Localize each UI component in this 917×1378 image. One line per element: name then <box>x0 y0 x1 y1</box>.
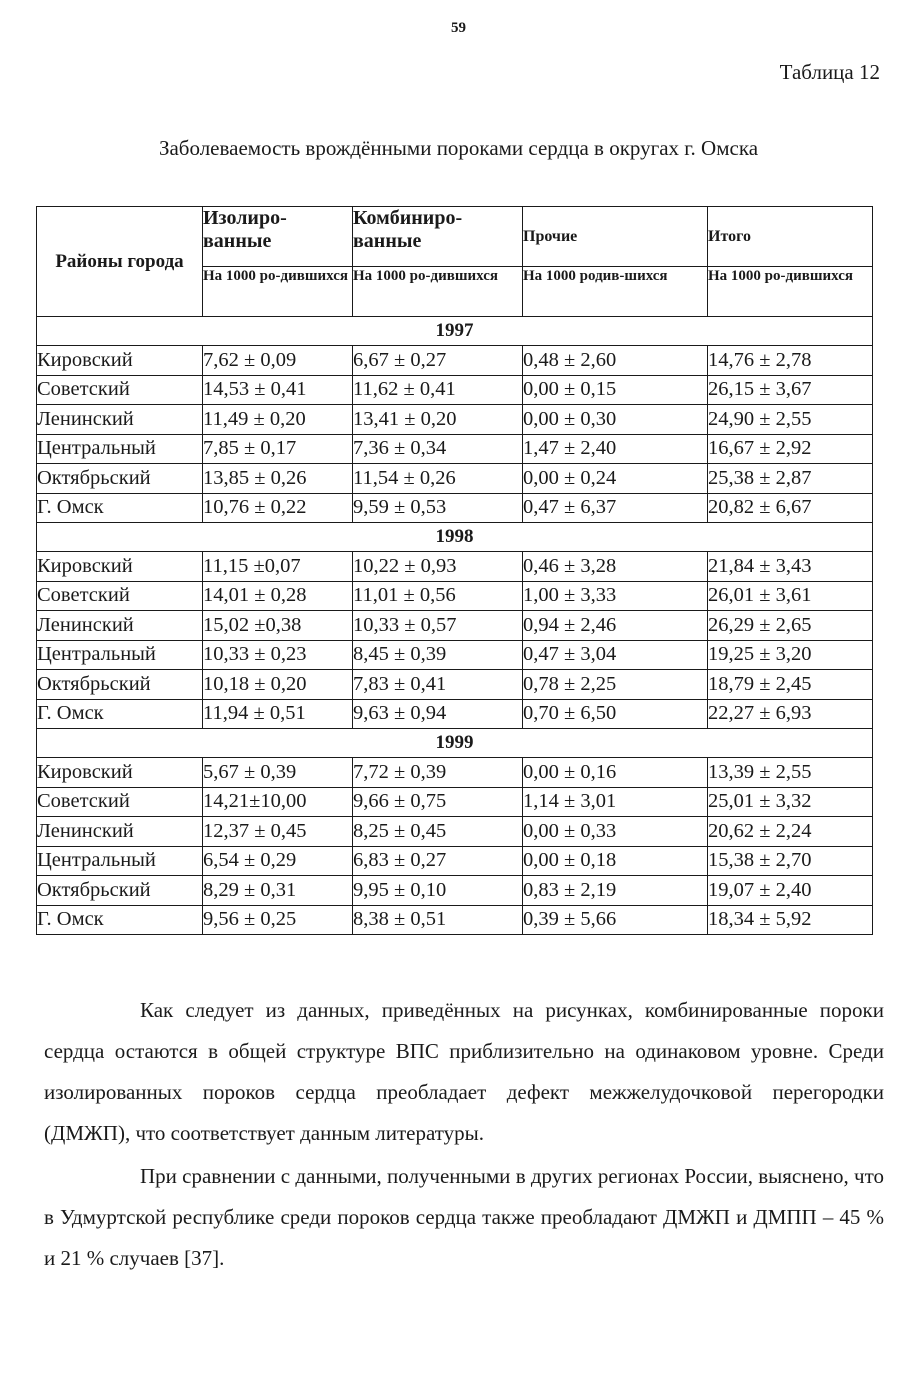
value-cell: 14,01 ± 0,28 <box>203 581 353 611</box>
table-row <box>37 581 873 611</box>
value-cell: 19,07 ± 2,40 <box>708 876 873 906</box>
header-isolated: Изолиро-ванные <box>203 207 353 267</box>
value-cell: 0,00 ± 0,30 <box>523 405 708 435</box>
value-cell: 0,00 ± 0,24 <box>523 464 708 494</box>
value-cell: 0,47 ± 3,04 <box>523 640 708 670</box>
value-cell: 11,54 ± 0,26 <box>353 464 523 494</box>
value-cell: 14,21±10,00 <box>203 787 353 817</box>
value-cell: 10,33 ± 0,23 <box>203 640 353 670</box>
value-cell: 21,84 ± 3,43 <box>708 552 873 582</box>
district-cell: Г. Омск <box>37 493 203 523</box>
table-row <box>37 670 873 700</box>
district-cell: Кировский <box>37 346 203 376</box>
value-cell: 15,38 ± 2,70 <box>708 846 873 876</box>
table-row <box>37 405 873 435</box>
table-title: Заболеваемость врождёнными пороками сердца в округах г. Омска <box>158 136 759 160</box>
value-cell: 11,94 ± 0,51 <box>203 699 353 729</box>
year-row: 1999 <box>37 729 873 758</box>
table-row <box>37 493 873 523</box>
header-total: Итого <box>708 207 873 267</box>
value-cell: 11,01 ± 0,56 <box>353 581 523 611</box>
value-cell: 19,25 ± 3,20 <box>708 640 873 670</box>
value-cell: 9,63 ± 0,94 <box>353 699 523 729</box>
subheader-combined: На 1000 ро-дившихся <box>353 267 523 317</box>
table-row <box>37 552 873 582</box>
subheader-total: На 1000 ро-дившихся <box>708 267 873 317</box>
value-cell: 5,67 ± 0,39 <box>203 758 353 788</box>
district-cell: Центральный <box>37 640 203 670</box>
district-cell: Г. Омск <box>37 699 203 729</box>
value-cell: 7,62 ± 0,09 <box>203 346 353 376</box>
district-cell: Советский <box>37 581 203 611</box>
table-row <box>37 346 873 376</box>
table-row <box>37 375 873 405</box>
table-row <box>37 699 873 729</box>
district-cell: Ленинский <box>37 611 203 641</box>
value-cell: 0,00 ± 0,33 <box>523 817 708 847</box>
value-cell: 16,67 ± 2,92 <box>708 434 873 464</box>
morbidity-table <box>36 206 873 935</box>
value-cell: 11,49 ± 0,20 <box>203 405 353 435</box>
value-cell: 6,83 ± 0,27 <box>353 846 523 876</box>
value-cell: 0,39 ± 5,66 <box>523 905 708 935</box>
value-cell: 0,70 ± 6,50 <box>523 699 708 729</box>
value-cell: 14,76 ± 2,78 <box>708 346 873 376</box>
table-row <box>37 434 873 464</box>
value-cell: 7,72 ± 0,39 <box>353 758 523 788</box>
paragraph: При сравнении с данными, полученными в других регионах России, выяснено, что в Удмуртской республике среди пороков сердца также преобладают ДМЖП и ДМПП – 45 % и 21 % случаев [37]. <box>44 1164 884 1270</box>
year-row: 1997 <box>37 317 873 346</box>
district-cell: Ленинский <box>37 817 203 847</box>
table-row <box>37 846 873 876</box>
value-cell: 8,45 ± 0,39 <box>353 640 523 670</box>
table-row <box>37 758 873 788</box>
value-cell: 26,01 ± 3,61 <box>708 581 873 611</box>
value-cell: 10,18 ± 0,20 <box>203 670 353 700</box>
district-cell: Советский <box>37 375 203 405</box>
year-row: 1998 <box>37 523 873 552</box>
value-cell: 0,00 ± 0,16 <box>523 758 708 788</box>
value-cell: 18,34 ± 5,92 <box>708 905 873 935</box>
value-cell: 14,53 ± 0,41 <box>203 375 353 405</box>
value-cell: 20,62 ± 2,24 <box>708 817 873 847</box>
value-cell: 11,62 ± 0,41 <box>353 375 523 405</box>
value-cell: 0,83 ± 2,19 <box>523 876 708 906</box>
district-cell: Кировский <box>37 758 203 788</box>
district-column-header: Районы города <box>37 207 203 317</box>
value-cell: 24,90 ± 2,55 <box>708 405 873 435</box>
district-cell: Кировский <box>37 552 203 582</box>
value-cell: 15,02 ±0,38 <box>203 611 353 641</box>
table-row <box>37 817 873 847</box>
value-cell: 26,15 ± 3,67 <box>708 375 873 405</box>
value-cell: 7,83 ± 0,41 <box>353 670 523 700</box>
value-cell: 18,79 ± 2,45 <box>708 670 873 700</box>
table-row <box>37 787 873 817</box>
value-cell: 13,39 ± 2,55 <box>708 758 873 788</box>
value-cell: 25,01 ± 3,32 <box>708 787 873 817</box>
value-cell: 9,56 ± 0,25 <box>203 905 353 935</box>
value-cell: 0,46 ± 3,28 <box>523 552 708 582</box>
value-cell: 20,82 ± 6,67 <box>708 493 873 523</box>
value-cell: 25,38 ± 2,87 <box>708 464 873 494</box>
value-cell: 9,59 ± 0,53 <box>353 493 523 523</box>
value-cell: 1,47 ± 2,40 <box>523 434 708 464</box>
paragraph: Как следует из данных, приведённых на рисунках, комбинированные пороки сердца остаются в общей структуре ВПС приблизительно на одинаковом уровне. Среди изолированных пороков сердца преобладает дефект межжелудочковой перегородки (ДМЖП), что соответствует данным литературы. <box>44 998 884 1145</box>
district-cell: Центральный <box>37 846 203 876</box>
value-cell: 13,41 ± 0,20 <box>353 405 523 435</box>
page-number: 59 <box>451 20 466 36</box>
table-row <box>37 640 873 670</box>
value-cell: 8,38 ± 0,51 <box>353 905 523 935</box>
district-cell: Г. Омск <box>37 905 203 935</box>
value-cell: 8,25 ± 0,45 <box>353 817 523 847</box>
value-cell: 0,94 ± 2,46 <box>523 611 708 641</box>
table-row <box>37 464 873 494</box>
value-cell: 0,00 ± 0,15 <box>523 375 708 405</box>
table-body <box>37 317 873 935</box>
subheader-isolated: На 1000 ро-дившихся <box>203 267 353 317</box>
district-cell: Октябрьский <box>37 876 203 906</box>
district-cell: Октябрьский <box>37 670 203 700</box>
value-cell: 10,76 ± 0,22 <box>203 493 353 523</box>
value-cell: 6,54 ± 0,29 <box>203 846 353 876</box>
table-label: Таблица 12 <box>779 60 880 84</box>
value-cell: 10,22 ± 0,93 <box>353 552 523 582</box>
table-row <box>37 905 873 935</box>
district-cell: Ленинский <box>37 405 203 435</box>
value-cell: 26,29 ± 2,65 <box>708 611 873 641</box>
header-other: Прочие <box>523 207 708 267</box>
value-cell: 7,36 ± 0,34 <box>353 434 523 464</box>
value-cell: 1,00 ± 3,33 <box>523 581 708 611</box>
value-cell: 0,47 ± 6,37 <box>523 493 708 523</box>
district-cell: Октябрьский <box>37 464 203 494</box>
value-cell: 22,27 ± 6,93 <box>708 699 873 729</box>
value-cell: 11,15 ±0,07 <box>203 552 353 582</box>
value-cell: 13,85 ± 0,26 <box>203 464 353 494</box>
value-cell: 0,00 ± 0,18 <box>523 846 708 876</box>
value-cell: 8,29 ± 0,31 <box>203 876 353 906</box>
value-cell: 9,95 ± 0,10 <box>353 876 523 906</box>
value-cell: 10,33 ± 0,57 <box>353 611 523 641</box>
district-cell: Советский <box>37 787 203 817</box>
header-combined: Комбиниро-ванные <box>353 207 523 267</box>
value-cell: 6,67 ± 0,27 <box>353 346 523 376</box>
table-row <box>37 611 873 641</box>
value-cell: 7,85 ± 0,17 <box>203 434 353 464</box>
district-cell: Центральный <box>37 434 203 464</box>
value-cell: 9,66 ± 0,75 <box>353 787 523 817</box>
value-cell: 0,78 ± 2,25 <box>523 670 708 700</box>
value-cell: 12,37 ± 0,45 <box>203 817 353 847</box>
table-row <box>37 876 873 906</box>
value-cell: 1,14 ± 3,01 <box>523 787 708 817</box>
subheader-other: На 1000 родив-шихся <box>523 267 708 317</box>
value-cell: 0,48 ± 2,60 <box>523 346 708 376</box>
